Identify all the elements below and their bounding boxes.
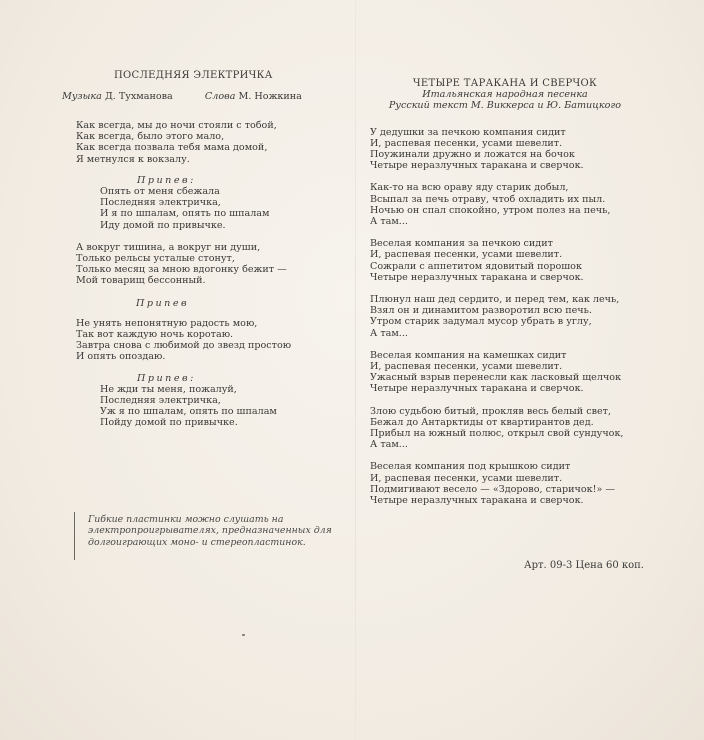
stanza xyxy=(370,350,660,395)
lyric-line: И, распевая песенки, усами шевелит. xyxy=(370,249,563,261)
lyric-line: Мой товарищ бессонный. xyxy=(76,275,206,287)
lyric-line: Четыре неразлучных таракана и сверчок. xyxy=(370,383,584,395)
price-label: Арт. 09-3 Цена 60 коп. xyxy=(524,560,644,571)
lyric-line: Бежал до Антарктиды от квартирантов дед. xyxy=(370,416,594,428)
stanza xyxy=(370,182,660,227)
lyric-line: Плюнул наш дед сердито, и перед тем, как лечь, xyxy=(370,294,620,306)
stanza xyxy=(370,238,660,283)
lyric-line: Последняя электричка, xyxy=(100,395,221,407)
lyric-line: Только месяц за мною вдогонку бежит — xyxy=(76,264,287,276)
lyric-line: Завтра снова с любимой до звезд простою xyxy=(76,340,292,352)
lyric-line: А там... xyxy=(370,216,408,228)
stanza-2 xyxy=(76,242,346,287)
print-speck xyxy=(242,634,245,636)
lyric-line: Четыре неразлучных таракана и сверчок. xyxy=(370,160,584,172)
chorus-label: Припев: xyxy=(137,174,196,186)
lyric-line: А там... xyxy=(370,327,408,339)
music-author: Д. Тухманова xyxy=(104,91,173,102)
song-title-left: ПОСЛЕДНЯЯ ЭЛЕКТРИЧКА xyxy=(114,70,273,81)
lyric-line: Опять от меня сбежала xyxy=(100,186,220,198)
song-right xyxy=(370,78,660,517)
lyric-line: Четыре неразлучных таракана и сверчок. xyxy=(370,271,584,283)
playback-note: Гибкие пластинки можно слушать на электропроигрывателях, предназначенных для долгоиграющих моно- и стереопластинок. xyxy=(88,514,332,548)
lyric-line: Веселая компания под крышкою сидит xyxy=(370,461,571,473)
lyric-line: Иду домой по привычке. xyxy=(100,219,226,231)
song-subtitle: Итальянская народная песенка xyxy=(422,89,588,101)
lyric-line: Как всегда позвала тебя мама домой, xyxy=(76,142,268,154)
lyric-line: А вокруг тишина, а вокруг ни души, xyxy=(76,241,261,253)
song-credits-left xyxy=(62,91,322,102)
lyric-line: И я по шпалам, опять по шпалам xyxy=(100,208,270,220)
lyric-line: А там... xyxy=(370,439,408,451)
chorus-1 xyxy=(76,175,346,231)
chorus-2 xyxy=(76,373,346,429)
lyric-line: Не унять непонятную радость мою, xyxy=(76,317,258,329)
music-label: Музыка xyxy=(62,91,102,102)
lyric-line: Так вот каждую ночь коротаю. xyxy=(76,329,234,341)
lyric-line: И, распевая песенки, усами шевелит. xyxy=(370,361,563,373)
stanza-1 xyxy=(76,120,346,165)
song-translation: Русский текст М. Виккерса и Ю. Батицкого xyxy=(388,100,622,112)
lyric-line: Как всегда, было этого мало, xyxy=(76,131,225,143)
chorus-label: Припев: xyxy=(137,372,196,384)
chorus-label: Припев xyxy=(136,297,190,309)
stanza xyxy=(370,406,660,451)
lyric-line: И, распевая песенки, усами шевелит. xyxy=(370,137,563,149)
lyric-line: Подмигивают весело — «Здорово, старичок!» — xyxy=(370,483,615,495)
lyric-line: У дедушки за печкою компания сидит xyxy=(370,126,566,138)
stanza-3 xyxy=(76,318,346,363)
lyric-line: Пойду домой по привычке. xyxy=(100,417,238,429)
lyric-line: Не жди ты меня, пожалуй, xyxy=(100,383,237,395)
stanza xyxy=(370,461,660,506)
lyric-line: Последняя электричка, xyxy=(100,197,221,209)
lyric-line: Сожрали с аппетитом ядовитый порошок xyxy=(370,260,582,272)
stanza xyxy=(370,127,660,172)
lyric-line: И опять опоздаю. xyxy=(76,351,166,363)
lyric-line: Злою судьбою битый, прокляв весь белый свет, xyxy=(370,405,612,417)
verses-right xyxy=(370,127,660,507)
lyrics-label: Слова xyxy=(204,91,236,102)
lyric-line: Всыпал за печь отраву, чтоб охладить их пыл. xyxy=(370,193,606,205)
lyric-line: Поужинали дружно и ложатся на бочок xyxy=(370,149,575,161)
lyric-line: Взял он и динамитом разворотил всю печь. xyxy=(370,305,592,317)
song-title-right: ЧЕТЫРЕ ТАРАКАНА И СВЕРЧОК xyxy=(412,78,598,89)
lyrics-author: М. Ножкина xyxy=(238,91,302,102)
lyric-line: Только рельсы усталые стонут, xyxy=(76,253,235,265)
note-bar xyxy=(74,512,75,560)
lyric-line: Веселая компания на камешках сидит xyxy=(370,349,567,361)
lyric-line: Веселая компания за печкою сидит xyxy=(370,238,553,250)
lyric-line: Ужасный взрыв перенесли как ласковый щелчок xyxy=(370,372,622,384)
stanza xyxy=(370,294,660,339)
chorus-ref xyxy=(76,298,346,309)
lyric-line: Прибыл на южный полюс, открыл свой сундучок, xyxy=(370,428,624,440)
lyric-line: Как всегда, мы до ночи стояли с тобой, xyxy=(76,120,277,131)
lyric-line: Как-то на всю ораву яду старик добыл, xyxy=(370,182,569,194)
lyric-line: И, распевая песенки, усами шевелит. xyxy=(370,472,563,484)
lyric-line: Ночью он спал спокойно, утром полез на печь, xyxy=(370,204,611,216)
lyric-line: Четыре неразлучных таракана и сверчок. xyxy=(370,495,584,507)
lyric-line: Уж я по шпалам, опять по шпалам xyxy=(100,406,277,418)
lyric-line: Я метнулся к вокзалу. xyxy=(76,153,190,165)
lyric-line: Утром старик задумал мусор убрать в углу, xyxy=(370,316,592,328)
